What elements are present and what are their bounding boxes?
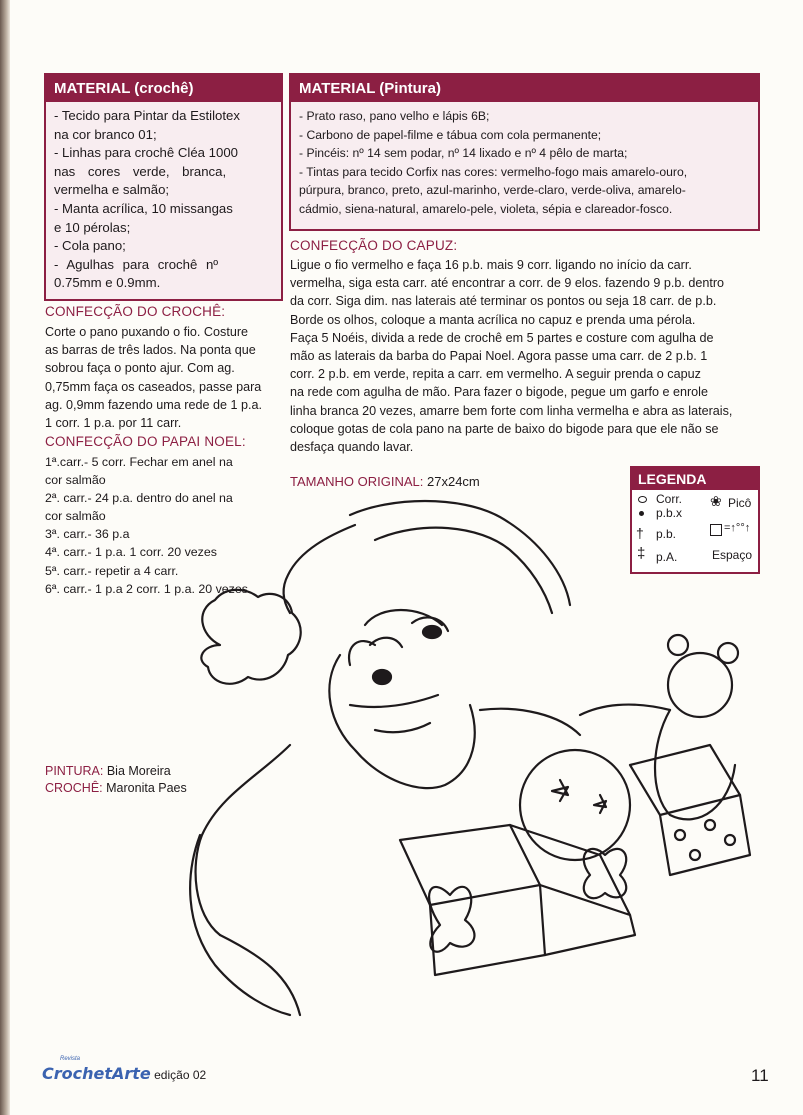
text-line: da corr. Siga dim. nas laterais até terminar os pontos ou seja 18 carr. de p.b. [290, 294, 717, 309]
legenda-corr: Corr. [656, 492, 683, 506]
confeccao-capuz-text [290, 256, 760, 456]
tamanho-label: TAMANHO ORIGINAL: [290, 474, 424, 489]
single-crochet-icon: † [636, 525, 644, 541]
material-pintura-title: MATERIAL [299, 80, 376, 97]
legenda-pico: Picô [728, 496, 752, 510]
legenda-espaco-symbol: =↑°°↑ [724, 522, 751, 534]
page-spine-shadow [0, 0, 10, 1115]
text-line: sobrou faça o ponto ajur. Com ag. [45, 361, 235, 376]
list-item: - Cola pano; [54, 238, 126, 254]
legenda-title: LEGENDA [632, 468, 758, 490]
credit-pintura [45, 763, 187, 780]
confeccao-capuz-title: CONFECÇÃO DO CAPUZ: [290, 238, 458, 253]
text-line: corr. 2 p.b. em verde, repita a carr. em vermelho. A seguir prenda o capuz [290, 367, 701, 382]
text-line: vermelha, siga esta carr. até encontrar a corr. de 9 elos. fazendo 9 p.b. dentro [290, 276, 725, 291]
page-number: 11 [751, 1066, 769, 1085]
text-line: Faça 5 Noéis, divida a rede de crochê em 5 partes e costure com agulha de [290, 330, 714, 345]
list-item: 0.75mm e 0.9mm. [54, 275, 161, 291]
text-line: coloque gotas de cola pano na parte de baixo do bigode para que ele não se [290, 421, 719, 436]
list-item: na cor branco 01; [54, 126, 157, 142]
text-line: as barras de três lados. Na ponta que [45, 343, 256, 358]
credit-pintura-value: Bia Moreira [106, 764, 171, 778]
text-line: 0,75mm faça os caseados, passe para [45, 379, 262, 394]
edition-label: edição 02 [154, 1068, 207, 1082]
text-line: Corte o pano puxando o fio. Costure [45, 325, 249, 339]
list-item: cor salmão [45, 509, 106, 524]
credit-croche [45, 780, 187, 797]
material-pintura-header [291, 75, 758, 102]
list-item: cor salmão [45, 473, 106, 488]
legenda-pb: p.b. [656, 527, 677, 541]
text-line: Ligue o fio vermelho e faça 16 p.b. mais 9 corr. ligando no início da carr. [290, 258, 692, 272]
list-item: - Tintas para tecido Corfix nas cores: vermelho-fogo mais amarelo-ouro, [299, 164, 688, 179]
legenda-pbx: p.b.x [656, 506, 683, 520]
brand-logo: CrochetArte [42, 1064, 151, 1083]
list-item: 6ª. carr.- 1 p.a 2 corr. 1 p.a. 20 vezes [45, 581, 248, 596]
material-croche-box [44, 73, 283, 301]
text-line: desfaça quando lavar. [290, 440, 414, 455]
list-item: 2ª. carr.- 24 p.a. dentro do anel na [45, 491, 233, 506]
credit-croche-label: CROCHÊ: [45, 781, 103, 795]
santa-illustration [180, 495, 760, 1055]
material-pintura-subtitle: (Pintura) [379, 80, 441, 97]
text-line: linha branca 20 vezes, amarre bem forte com linha vermelha e abra as laterais, [290, 403, 733, 418]
material-pintura-list [291, 102, 758, 224]
text-line: na rede com agulha de mão. Para fazer o bigode, pegue um garfo e enrole [290, 385, 708, 400]
text-line: Borde os olhos, coloque a manta acrílica no capuz e prenda uma pérola. [290, 312, 696, 327]
list-item: - Prato raso, pano velho e lápis 6B; [299, 109, 490, 123]
list-item: 1ª.carr.- 5 corr. Fechar em anel na [45, 455, 233, 469]
legenda-pa: p.A. [656, 550, 678, 564]
credit-pintura-label: PINTURA: [45, 764, 104, 778]
list-item: - Pincéis: nº 14 sem podar, nº 14 lixado e nº 4 pêlo de marta; [299, 146, 628, 161]
tamanho-original [290, 474, 480, 489]
material-pintura-box [289, 73, 760, 231]
list-item: 5ª. carr.- repetir a 4 carr. [45, 563, 179, 578]
credits [45, 763, 187, 797]
list-item: 4ª. carr.- 1 p.a. 1 corr. 20 vezes [45, 545, 217, 560]
footer [42, 1064, 206, 1083]
list-item: e 10 pérolas; [54, 219, 131, 235]
confeccao-croche-text [45, 323, 285, 432]
brand-revista: Revista [60, 1056, 81, 1062]
tamanho-value: 27x24cm [427, 474, 480, 489]
legenda-espaco: Espaço [712, 548, 753, 562]
list-item: - Carbono de papel-filme e tábua com cola permanente; [299, 127, 602, 142]
list-item: - Agulhas para crochê nº [54, 256, 219, 272]
list-item: nas cores verde, branca, [54, 163, 227, 179]
confeccao-croche-title: CONFECÇÃO DO CROCHÊ: [45, 304, 226, 319]
list-item: 3ª. carr.- 36 p.a [45, 527, 130, 542]
double-crochet-icon: ‡ [637, 545, 646, 562]
list-item: - Linhas para crochê Cléa 1000 [54, 145, 239, 161]
confeccao-papai-noel-title: CONFECÇÃO DO PAPAI NOEL: [45, 434, 246, 449]
material-croche-list [46, 102, 281, 298]
list-item: cádmio, siena-natural, amarelo-pele, violeta, sépia e clareador-fosco. [299, 201, 673, 216]
material-croche-subtitle: (crochê) [134, 80, 194, 97]
list-item: - Manta acrílica, 10 missangas [54, 200, 233, 216]
text-line: mão as laterais da barba do Papai Noel. Agora passe uma carr. de 2 p.b. 1 [290, 349, 708, 364]
list-item: vermelha e salmão; [54, 182, 170, 198]
material-croche-title: MATERIAL [54, 80, 131, 97]
text-line: 1 corr. 1 p.a. por 11 carr. [45, 416, 182, 431]
list-item: - Tecido para Pintar da Estilotex [54, 108, 240, 123]
material-croche-header [46, 75, 281, 102]
credit-croche-value: Maronita Paes [106, 781, 187, 795]
list-item: púrpura, branco, preto, azul-marinho, verde-claro, verde-oliva, amarelo- [299, 183, 686, 198]
text-line: ag. 0,9mm fazendo uma rede de 1 p.a. [45, 397, 263, 412]
picot-icon: ❀ [710, 493, 722, 509]
